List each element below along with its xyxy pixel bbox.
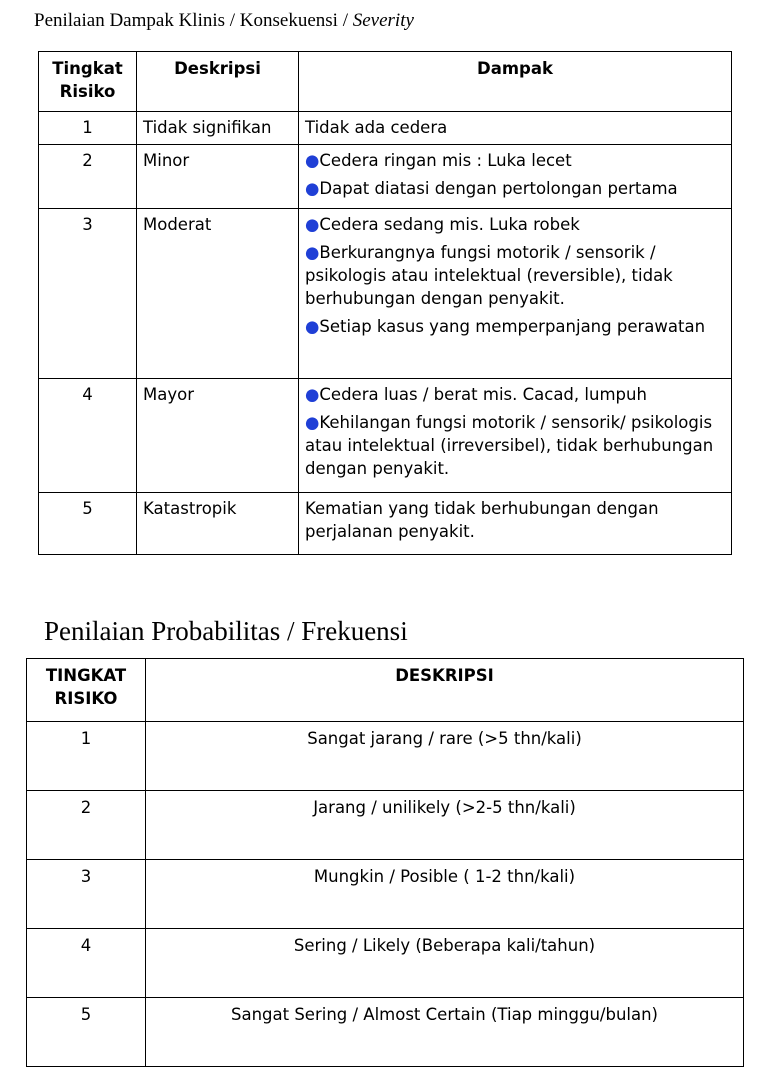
row-level: 4: [39, 379, 137, 493]
impact-item: [305, 315, 725, 338]
row-level: 3: [39, 209, 137, 379]
bullet-icon: ●: [305, 215, 320, 234]
row-desc: Tidak signifikan: [137, 112, 299, 145]
row-level: 5: [39, 493, 137, 555]
table-row: [39, 493, 732, 555]
row-impact: [299, 493, 732, 555]
header-impact-text: Dampak: [477, 59, 553, 78]
row-level: 1: [27, 722, 146, 791]
header-desc: [146, 659, 744, 722]
header-level-text: TINGKAT RISIKO: [45, 666, 127, 708]
severity-table: [38, 51, 732, 555]
probability-header-row: [27, 659, 744, 722]
row-desc: Moderat: [137, 209, 299, 379]
table-row: [39, 145, 732, 209]
table-row: [27, 998, 744, 1067]
row-desc: Mungkin / Posible ( 1-2 thn/kali): [146, 860, 744, 929]
impact-text: Kehilangan fungsi motorik / sensorik/ psikologis atau intelektual (irreversibel), tidak berhubungan dengan penyakit.: [305, 413, 714, 478]
impact-text: Tidak ada cedera: [305, 118, 448, 137]
probability-table: [26, 658, 744, 1067]
bullet-icon: ●: [305, 151, 320, 170]
row-level: 1: [39, 112, 137, 145]
row-impact: [299, 112, 732, 145]
row-level: 3: [27, 860, 146, 929]
impact-item: [305, 213, 725, 236]
row-impact: [299, 379, 732, 493]
row-desc: Katastropik: [137, 493, 299, 555]
table-row: [27, 791, 744, 860]
impact-item: [305, 241, 725, 310]
impact-item: [305, 383, 725, 406]
bullet-icon: ●: [305, 413, 320, 432]
row-level: 2: [27, 791, 146, 860]
impact-text: Dapat diatasi dengan pertolongan pertama: [319, 179, 678, 198]
row-desc: Jarang / unilikely (>2-5 thn/kali): [146, 791, 744, 860]
severity-title-italic: Severity: [352, 10, 414, 31]
bullet-icon: ●: [305, 243, 320, 262]
row-impact: [299, 209, 732, 379]
header-desc-text: Deskripsi: [174, 59, 261, 78]
row-level: 5: [27, 998, 146, 1067]
impact-text: Kematian yang tidak berhubungan dengan perjalanan penyakit.: [305, 499, 659, 541]
row-desc: Sangat Sering / Almost Certain (Tiap minggu/bulan): [146, 998, 744, 1067]
bullet-icon: ●: [305, 317, 320, 336]
impact-item: [305, 497, 725, 543]
header-level: [39, 52, 137, 112]
table-row: [39, 209, 732, 379]
severity-section-title: [34, 10, 414, 32]
impact-text: Cedera ringan mis : Luka lecet: [319, 151, 572, 170]
header-desc-text: DESKRIPSI: [395, 666, 494, 685]
impact-text: Cedera luas / berat mis. Cacad, lumpuh: [319, 385, 647, 404]
row-desc: Sangat jarang / rare (>5 thn/kali): [146, 722, 744, 791]
impact-item: [305, 411, 725, 480]
header-impact: [299, 52, 732, 112]
impact-text: Setiap kasus yang memperpanjang perawatan: [319, 317, 706, 336]
bullet-icon: ●: [305, 179, 320, 198]
row-desc: Minor: [137, 145, 299, 209]
impact-item: [305, 177, 725, 200]
header-level-text: Tingkat Risiko: [52, 59, 123, 101]
impact-item: [305, 149, 725, 172]
row-level: 2: [39, 145, 137, 209]
row-impact: [299, 145, 732, 209]
table-row: [39, 112, 732, 145]
impact-item: [305, 116, 725, 139]
header-desc: [137, 52, 299, 112]
impact-text: Cedera sedang mis. Luka robek: [319, 215, 580, 234]
severity-title-text: Penilaian Dampak Klinis / Konsekuensi /: [34, 10, 353, 31]
impact-text: Berkurangnya fungsi motorik / sensorik / psikologis atau intelektual (reversible), tidak berhubungan dengan penyakit.: [305, 243, 673, 308]
probability-section-title: Penilaian Probabilitas / Frekuensi: [44, 616, 408, 646]
row-level: 4: [27, 929, 146, 998]
header-level: [27, 659, 146, 722]
table-row: [39, 379, 732, 493]
row-desc: Sering / Likely (Beberapa kali/tahun): [146, 929, 744, 998]
severity-header-row: [39, 52, 732, 112]
bullet-icon: ●: [305, 385, 320, 404]
table-row: [27, 722, 744, 791]
table-row: [27, 860, 744, 929]
row-desc: Mayor: [137, 379, 299, 493]
table-row: [27, 929, 744, 998]
